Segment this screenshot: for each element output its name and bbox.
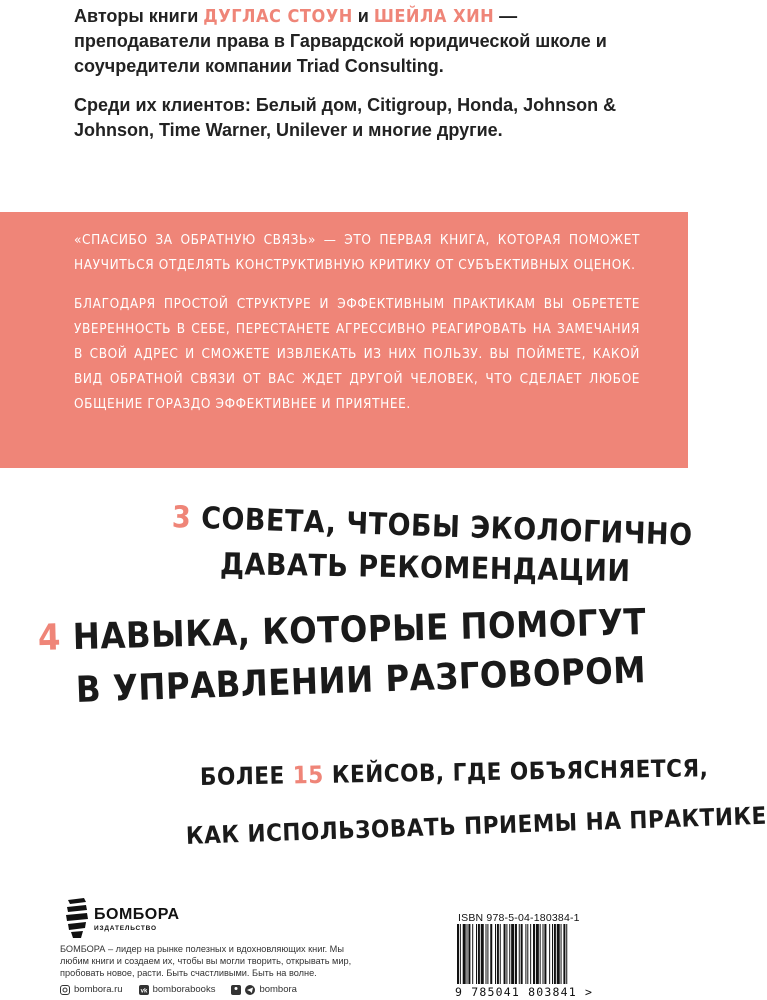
author-name: ШЕЙЛА ХИН	[373, 6, 495, 27]
feature-2-line-1: 4 НАВЫКА, КОТОРЫЕ ПОМОГУТ	[37, 602, 647, 659]
publisher-name: БОМБОРА	[94, 906, 180, 923]
barcode-bar	[549, 924, 550, 984]
barcode-bar	[478, 924, 480, 984]
author-name: ДУГЛАС СТОУН	[203, 6, 353, 27]
barcode-bar	[509, 924, 510, 984]
social-site[interactable]: bombora.ru	[60, 984, 123, 995]
barcode-bar	[467, 924, 468, 984]
barcode-bar	[557, 924, 560, 984]
feature-3-line-1: БОЛЕЕ 15 КЕЙСОВ, ГДЕ ОБЪЯСНЯЕТСЯ,	[199, 754, 709, 791]
svg-text:vk: vk	[140, 988, 147, 994]
barcode-bar	[487, 924, 488, 984]
barcode-bar	[563, 924, 565, 984]
authors-paragraph: Авторы книги ДУГЛАС СТОУН и ШЕЙЛА ХИН — преподаватели права в Гарвардской юридической школе и соучредители компании Triad Consulting.	[74, 6, 607, 76]
barcode-bar	[554, 924, 556, 984]
barcode-bar	[533, 924, 535, 984]
barcode-bar	[472, 924, 473, 984]
barcode-bar	[506, 924, 507, 984]
bombora-logo-icon	[64, 896, 90, 940]
publisher-subtitle: ИЗДАТЕЛЬСТВО	[94, 925, 157, 932]
barcode-bar	[457, 924, 459, 984]
barcode-bar	[490, 924, 492, 984]
feature-1-line-2: ДАВАТЬ РЕКОМЕНДАЦИИ	[219, 547, 631, 590]
vk-icon	[139, 985, 149, 995]
barcode-bar	[511, 924, 514, 984]
publisher-blurb: БОМБОРА – лидер на рынке полезных и вдохновляющих книг. Мы любим книги и создаем их, чтобы вы могли творить, открывать мир, пробовать новое, расти. Быть счастливыми. Быть на волне.	[60, 944, 352, 978]
barcode-bar	[481, 924, 484, 984]
description-paragraph: БЛАГОДАРЯ ПРОСТОЙ СТРУКТУРЕ И ЭФФЕКТИВНЫМ ПРАКТИКАМ ВЫ ОБРЕТЕТЕ УВЕРЕННОСТЬ В СЕБЕ, ПЕРЕСТАНЕТЕ АГРЕССИВНО РЕАГИРОВАТЬ НА ЗАМЕЧАНИЯ В СВОЙ АДРЕС И СМОЖЕТЕ ИЗВЛЕКАТЬ ИЗ НИХ ПОЛЬЗУ. ВЫ ПОЙМЕТЕ, КАКОЙ ВИД ОБРАТНОЙ СВЯЗИ ОТ ВАС ЖДЕТ ДРУГОЙ ЧЕЛОВЕК, ЧТО СДЕЛАЕТ ЛЮБОЕ ОБЩЕНИЕ ГОРАЗДО ЭФФЕКТИВНЕЕ И ПРИЯТНЕЕ.	[74, 296, 640, 412]
instagram-icon	[60, 985, 70, 995]
barcode-bar	[561, 924, 562, 984]
barcode-bar	[504, 924, 506, 984]
barcode-bar	[525, 924, 526, 984]
barcode-bar	[543, 924, 544, 984]
ok-icon	[231, 985, 241, 995]
description-paragraph: «СПАСИБО ЗА ОБРАТНУЮ СВЯЗЬ» — ЭТО ПЕРВАЯ КНИГА, КОТОРАЯ ПОМОЖЕТ НАУЧИТЬСЯ ОТДЕЛЯТЬ КОНСТРУКТИВНУЮ КРИТИКУ ОТ СУБЪЕКТИВНЫХ ОЦЕНОК.	[74, 232, 640, 273]
description-text	[74, 228, 640, 431]
feature-number: 15	[292, 760, 325, 790]
barcode-bar	[463, 924, 466, 984]
barcode-bar	[515, 924, 517, 984]
isbn-label: ISBN 978-5-04-180384-1	[458, 912, 580, 924]
barcode-bar	[460, 924, 461, 984]
barcode-bar	[486, 924, 487, 984]
barcode-bar	[521, 924, 523, 984]
feature-3-line-2: КАК ИСПОЛЬЗОВАТЬ ПРИЕМЫ НА ПРАКТИКЕ	[185, 801, 767, 850]
barcode	[455, 924, 633, 988]
barcode-bar	[468, 924, 470, 984]
telegram-icon	[245, 985, 255, 995]
barcode-bar	[527, 924, 528, 984]
publisher-logo	[64, 896, 204, 946]
social-vk[interactable]: vk bomborabooks	[140, 984, 216, 995]
barcode-bar	[500, 924, 501, 984]
barcode-bar	[476, 924, 477, 984]
clients-paragraph: Среди их клиентов: Белый дом, Citigroup, Honda, Johnson & Johnson, Time Warner, Unilever и многие другие.	[74, 95, 617, 140]
feature-1-line-1: 3 СОВЕТA, ЧТОБЫ ЭКОЛОГИЧНО	[171, 500, 694, 554]
barcode-bar	[519, 924, 520, 984]
barcode-bar	[566, 924, 567, 984]
barcode-bar	[544, 924, 546, 984]
barcode-bar	[552, 924, 553, 984]
social-telegram[interactable]: bombora	[231, 984, 297, 995]
social-links	[60, 984, 297, 995]
feature-2-line-2: В УПРАВЛЕНИИ РАЗГОВОРОМ	[75, 650, 647, 711]
barcode-bar	[536, 924, 539, 984]
authors-info	[74, 4, 634, 157]
barcode-bar	[497, 924, 499, 984]
barcode-bar	[530, 924, 531, 984]
barcode-bar	[540, 924, 541, 984]
barcode-bar	[495, 924, 496, 984]
feature-number: 4	[37, 617, 62, 659]
barcode-digits: 9 785041 803841 >	[455, 985, 594, 999]
feature-number: 3	[171, 500, 192, 536]
